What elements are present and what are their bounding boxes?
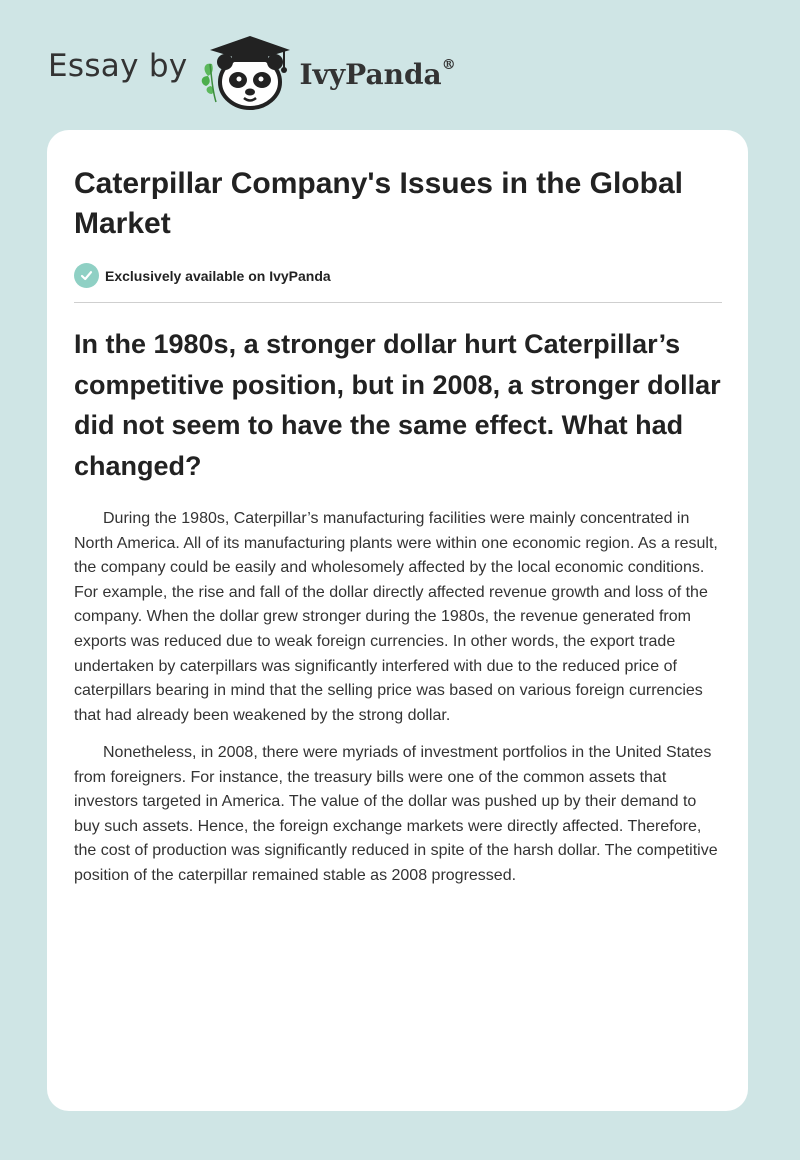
paragraph: Nonetheless, in 2008, there were myriads of investment portfolios in the United States from foreigners. For instance, the treasury bills were one of the common assets that investors targeted in America. The value of the dollar was pushed up by their demand to buy such assets. Hence, the foreign exchange markets were directly affected. Therefore, the cost of production was significantly reduced in spite of the harsh dollar. The competitive position of the caterpillar remained stable as 2008 progressed. <box>74 743 718 884</box>
essay-by-label: Essay by <box>48 48 188 84</box>
essay-body <box>74 507 724 901</box>
essay-question-heading: In the 1980s, a stronger dollar hurt Caterpillar’s competitive position, but in 2008, a stronger dollar did not seem to have the same effect. What had changed? <box>74 329 721 481</box>
brand-name[interactable] <box>300 58 456 91</box>
brand-text: IvyPanda <box>299 57 442 91</box>
exclusive-badge <box>74 263 331 288</box>
panda-graduate-icon[interactable] <box>200 34 296 110</box>
paragraph: During the 1980s, Caterpillar’s manufacturing facilities were mainly concentrated in North America. All of its manufacturing plants were within one economic region. As a result, the company could be easily and wholesomely affected by the local economic conditions. For example, the rise and fall of the dollar directly affected revenue growth and loss of the company. When the dollar grew stronger during the 1980s, the revenue generated from exports was reduced due to weak foreign currencies. In other words, the export trade undertaken by caterpillars was significantly interfered with due to the reduced price of caterpillars bearing in mind that the selling price was based on various foreign currencies that had already been weakened by the strong dollar. <box>74 510 718 724</box>
site-header <box>48 34 456 110</box>
check-icon <box>74 263 99 288</box>
essay-card <box>47 130 748 1111</box>
registered-mark: ® <box>441 57 456 74</box>
page-title: Caterpillar Company's Issues in the Global Market <box>74 167 683 240</box>
exclusive-badge-text: Exclusively available on IvyPanda <box>105 267 331 284</box>
divider <box>74 302 722 303</box>
